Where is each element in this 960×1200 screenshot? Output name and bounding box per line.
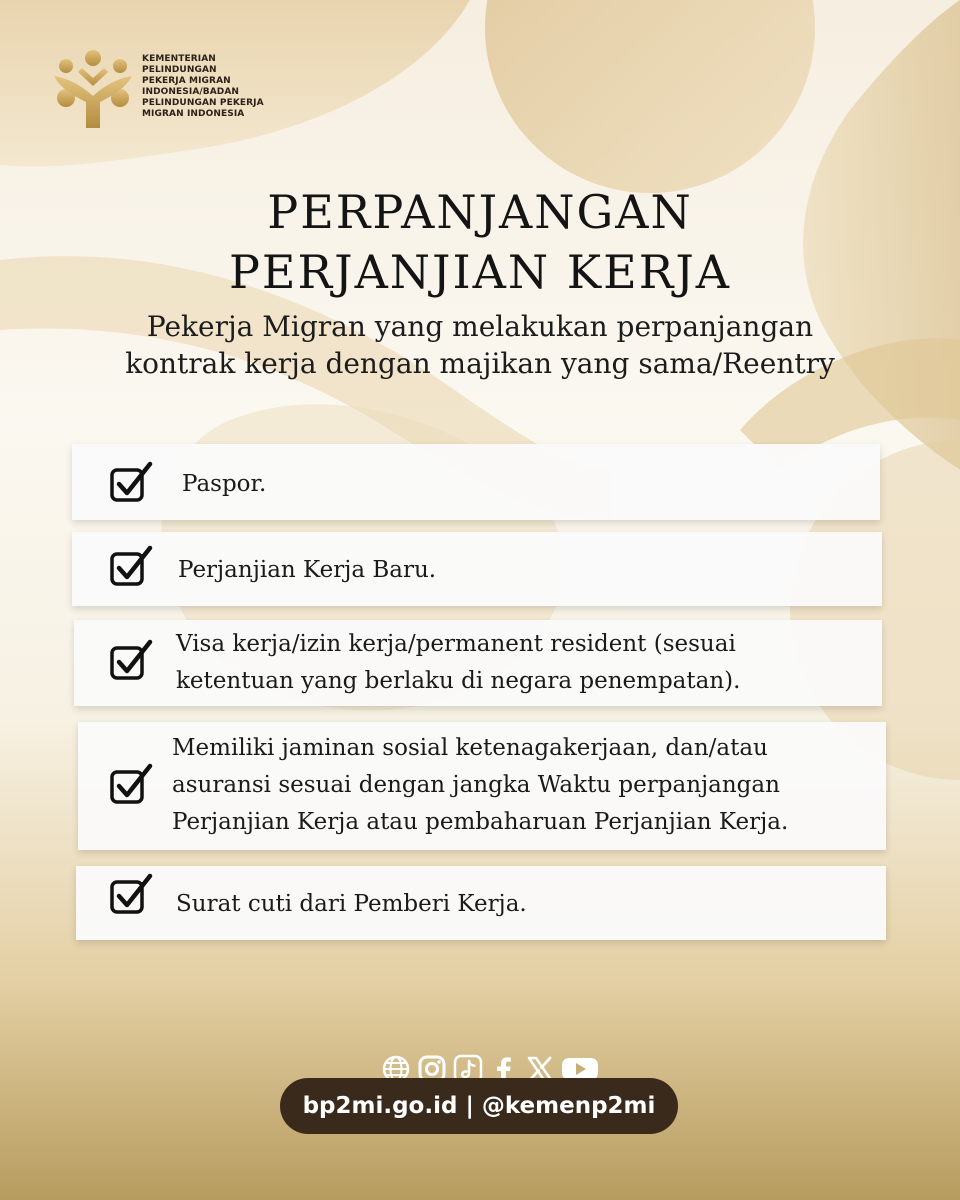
- checklist-item-line: Memiliki jaminan sosial ketenagakerjaan, dan/atau: [172, 735, 768, 761]
- ministry-name-line: INDONESIA/BADAN: [142, 87, 240, 97]
- checklist-item-line: Perjanjian Kerja atau pembaharuan Perjanjian Kerja.: [172, 809, 789, 835]
- checklist-item-line: Perjanjian Kerja Baru.: [178, 557, 437, 583]
- checklist-item-line: Visa kerja/izin kerja/permanent resident (sesuai: [176, 631, 736, 657]
- checklist-item-text: [176, 626, 740, 700]
- ministry-name-line: PELINDUNGAN PEKERJA: [142, 98, 264, 108]
- checklist-item: [72, 444, 880, 520]
- checkbox-checked-icon: [108, 762, 154, 808]
- checklist-item: [72, 532, 882, 606]
- checklist-item: [74, 620, 882, 706]
- title-line: PERJANJIAN KERJA: [228, 245, 732, 299]
- ministry-name-line: MIGRAN INDONESIA: [142, 109, 245, 119]
- checklist-item-line: asuransi sesuai dengan jangka Waktu perpanjangan: [172, 772, 780, 798]
- checklist-item-text: [176, 886, 527, 923]
- checklist-item-text: [172, 730, 788, 841]
- checkbox-checked-icon: [108, 544, 154, 590]
- checklist-item: [78, 722, 886, 850]
- subtitle-line: kontrak kerja dengan majikan yang sama/Reentry: [125, 347, 835, 380]
- ministry-name-line: PELINDUNGAN: [142, 65, 217, 75]
- ministry-name-line: KEMENTERIAN: [142, 54, 216, 64]
- subtitle-line: Pekerja Migran yang melakukan perpanjangan: [146, 310, 814, 343]
- checklist-item-line: ketentuan yang berlaku di negara penempatan).: [176, 668, 741, 694]
- checklist-item: [76, 866, 886, 940]
- checkbox-checked-icon: [108, 872, 154, 918]
- checkbox-checked-icon: [108, 638, 154, 684]
- title-line: PERPANJANGAN: [267, 185, 693, 239]
- checklist-item-text: [178, 552, 436, 589]
- checklist-item-line: Surat cuti dari Pemberi Kerja.: [176, 891, 527, 917]
- checklist-item-text: [182, 466, 266, 503]
- ministry-name-line: PEKERJA MIGRAN: [142, 76, 231, 86]
- contact-text[interactable]: bp2mi.go.id | @kemenp2mi: [302, 1093, 656, 1119]
- checkbox-checked-icon: [108, 460, 154, 506]
- contact-pill: [280, 1078, 678, 1134]
- checklist-item-line: Paspor.: [182, 471, 267, 497]
